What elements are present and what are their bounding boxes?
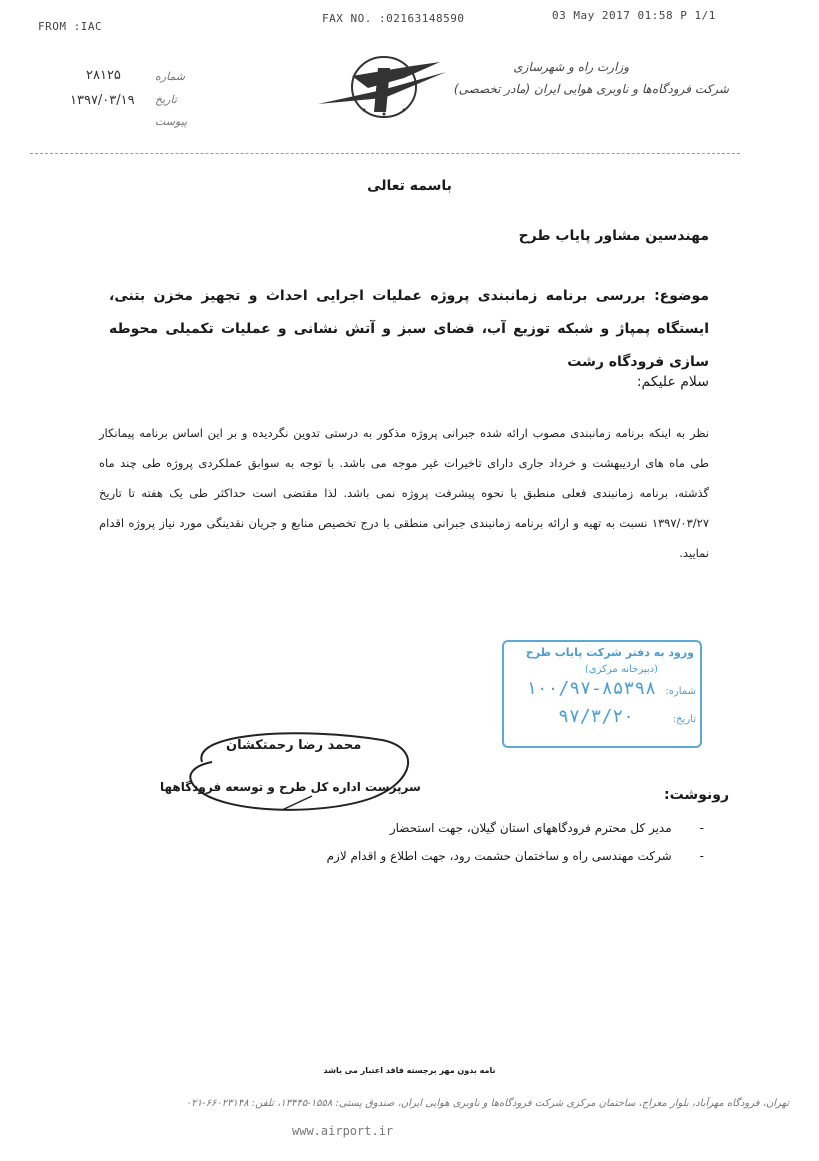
cc-label: رونوشت: (664, 787, 729, 803)
stamp-number: ۱۰۰/۹۷-۸۵۳۹۸ (525, 678, 656, 699)
stamp-department: (دبیرخانه مرکزی) (584, 664, 658, 675)
stamp-number-label: شماره: (665, 686, 696, 697)
date-label: تاریخ (155, 93, 177, 106)
number-label: شماره (155, 70, 186, 83)
cc-list (327, 814, 704, 870)
greeting: سلام علیکم: (636, 374, 709, 390)
footer-website[interactable]: www.airport.ir (292, 1124, 394, 1138)
company-name: شرکت فرودگاه‌ها و ناوبری هوایی ایران (مادر تخصصی) (453, 82, 729, 96)
fax-datetime: 03 May 2017 01:58 P 1/1 (552, 9, 716, 22)
airport-company-logo-icon (312, 52, 452, 122)
body-paragraph: نظر به اینکه برنامه زمانبندی مصوب ارائه شده جبرانی پروژه مذکور به درستی تدوین نگردیده و بر این اساس برنامه پیمانکار طی ماه های اردیبهشت و خرداد جاری دارای تاخیرات غیر موجه می باشد. با توجه به سوابق عملکردی پروژه طی چند ماه گذشته، برنامه زمانبندی فعلی منطبق با نحوه پیشرفت پروژه نمی باشد. لذا مقتضی است حداکثر طی یک هفته تا تاریخ ۱۳۹۷/۰۳/۲۷ نسبت به تهیه و ارائه برنامه زمانبندی جبرانی منطقی با درج تخصیص منابع و جریان نقدینگی مورد نیاز پروژه اقدام نمایید. (99, 426, 709, 560)
received-stamp (502, 640, 702, 748)
stamp-company: ورود به دفتر شرکت پایاب طرح (525, 646, 694, 659)
footer-address: تهران، فرودگاه مهرآباد، بلوار معراج، ساختمان مرکزی شرکت فرودگاه‌ها و ناوبری هوایی ایران، صندوق پستی: ۱۵۵۸-۱۳۴۴۵، تلفن: ۶۶۰۲۳۱۴۸-۰۲۱ (185, 1098, 789, 1109)
recipient: مهندسین مشاور پایاب طرح (518, 228, 709, 244)
signer-name: محمد رضا رحمتکشان (226, 738, 362, 753)
attachment-label: پیوست (155, 115, 188, 128)
signature-scribble-icon (182, 722, 414, 816)
letter-date: ۱۳۹۷/۰۳/۱۹ (70, 93, 135, 108)
signer-title: سرپرست اداره کل طرح و توسعه فرودگاهها (160, 780, 421, 794)
letter-number: ۲۸۱۲۵ (86, 68, 121, 83)
fax-sender: FROM :IAC (38, 20, 103, 33)
fax-number: FAX NO. :02163148590 (322, 12, 465, 25)
header-divider (30, 153, 740, 154)
cc-item: - مدیر کل محترم فرودگاههای استان گیلان، جهت استحضار (327, 814, 704, 842)
footer-note: نامه بدون مهر برجسته فاقد اعتبار می باشد (323, 1066, 496, 1075)
stamp-date-label: تاریخ: (672, 714, 696, 725)
ministry-name: وزارت راه و شهرسازی (513, 60, 629, 74)
cc-item: - شرکت مهندسی راه و ساختمان حشمت رود، جهت اطلاع و اقدام لازم (327, 842, 704, 870)
stamp-date: ۹۷/۳/۲۰ (558, 706, 634, 727)
subject: موضوع: بررسی برنامه زمانبندی پروژه عملیات اجرایی احداث و تجهیز مخزن بتنی، ایستگاه پمپاژ و شبکه توزیع آب، فضای سبز و آتش نشانی و عملیات تکمیلی محوطه سازی فرودگاه رشت (109, 288, 709, 370)
invocation: باسمه تعالی (367, 178, 452, 194)
